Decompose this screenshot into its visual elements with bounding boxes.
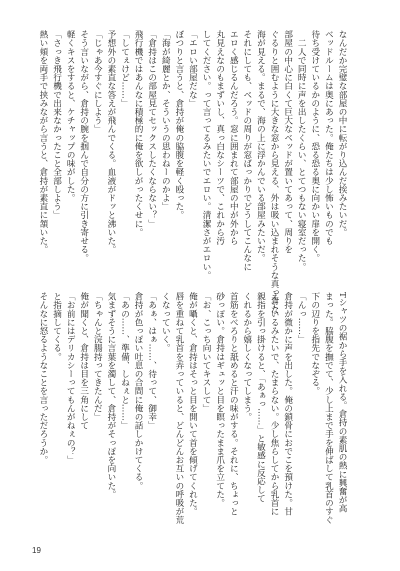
lower-text-block [37,292,348,534]
text-line: 「お前にはデリカシーってもんがねぇの？」 [65,292,76,464]
text-line: 海が見える。まるで、海の上に浮かんでいる部屋みたいだ。 [255,30,266,263]
text-line: エロく感じるんだろう。窓に囲まれて部屋の中が外から [228,30,239,245]
text-line: 俺が囁くと、倉持はそっと目を開いて首を傾げてくれた。 [187,292,198,516]
text-line: してください。って言ってるみたいでエロい。清潔さがエロい。 [201,30,212,280]
text-line: 待ち受けているかのように、恐る恐る奥に向かい扉を開く。 [309,30,320,263]
text-line: 飛行機ではあんなに積極的に俺を欲しがったくせに。 [133,30,144,237]
text-line: 気まずそうに言葉を濁して、倉持がそっぽを向いた。 [105,292,116,499]
text-line: 部屋の中心に白くて巨大なベッドが置いてあって、周りを [282,30,293,254]
text-line: 「あの……、準備、しねぇと……」 [119,292,130,430]
text-line: 二人で同時に声を出したくらい、とてつもない寝室だった。 [296,30,307,271]
text-line: 「エロい部屋だな」 [187,30,198,108]
text-line: 親指を引っ掛けると、「あぁっ……」と敏感に反応して [255,292,266,503]
text-line: 倉持が色っぽい吐息の合間に俺の話しかけてくる。 [133,292,144,490]
text-line: 「お、こっち向いてキスして」 [201,292,212,413]
text-line: 唇を重ねて乳首を弄っていると、どんどんお互いの呼吸が荒 [173,292,184,525]
text-line: そう言いながら、倉持の腕を掴んで自分の方に引き寄せる。 [78,30,89,263]
text-line: 予想外の素直な答えが飛んでくる。血液がドッと沸いた。 [105,30,116,254]
text-line: くれるから嬉しくなってしまう。 [241,292,252,421]
text-line: 「倉持はこの部屋見てセックスしたくならない？」 [146,30,157,228]
text-line: 「してぇけど……」 [119,30,130,108]
text-line: くなっていく。 [160,292,171,353]
text-line: それにしても、ベッドの周りが窓ばっかりでどうしてこんなに [241,30,252,271]
text-line: なんだか完璧な部屋の中に転がり込んだ挨みたいだ。 [337,30,347,237]
text-line: 「じゃあ今すぐにしよう」 [92,30,103,134]
text-line: 丸見えなのもまずいし、真っ白なシーツで、これから汚 [214,30,225,245]
text-line: 軽くキスをすると、ケチャップの味がした。 [65,30,76,202]
text-line: まった。脇腹を撫でて、少し上まで手を伸ばして乳首のすぐ [323,292,334,525]
text-line: 「ちゃんと浣腸持ってきたんだ」 [92,292,103,421]
text-line: Tシャツの裾から手を入れる。倉持の素肌の熱に興奮が高 [337,292,347,513]
text-line: ぐるりと囲むように大きな窓から見える、外は吸い込まれそうな真っ青な [269,30,280,314]
text-line: と指摘してくる。 [51,292,62,361]
text-line: 下の辺りを指先でなぞる。 [309,292,320,396]
text-line: えているみたいで、たまらない。少し焦らしてから乳首に [269,292,280,516]
text-line: 熱い頬を両手で挟みながら言うと、倉持が素直に頷いた。 [37,30,48,254]
text-line: そんなに怒るようなことを言っただろうか。 [37,292,48,464]
upper-text-block [37,30,348,314]
text-line: 砂っぽい。倉持はギュッと目を瞑ったまま爪を立てた。 [214,292,225,507]
text-line: 俺が聞くと、倉持は目を三角にして [78,292,89,430]
text-line: ぼつりと言うと、倉持が俺の脇腹を軽く殴った。 [173,30,184,220]
text-line: 「あぁ、はぁ……、待って、御幸」 [146,292,157,430]
text-line: 倉持が微かに声を出した。俺の鎖骨におでこを預けた。甘 [282,292,293,516]
text-line: 「さっき飛行機で出来なかったこと全部しよう」 [51,30,62,220]
page-number: 19 [32,546,41,555]
text-line: ベッドルームは奥にあった。俺たちは少し怖いものでも [323,30,334,245]
text-line: 首筋をべろりと舐めると汗の味がする。それに、ちょっと [228,292,239,516]
text-line: 「んっ……」 [296,292,307,344]
text-line: 「海が綺麗とか、そういうの思わねーのかよ」 [160,30,171,211]
